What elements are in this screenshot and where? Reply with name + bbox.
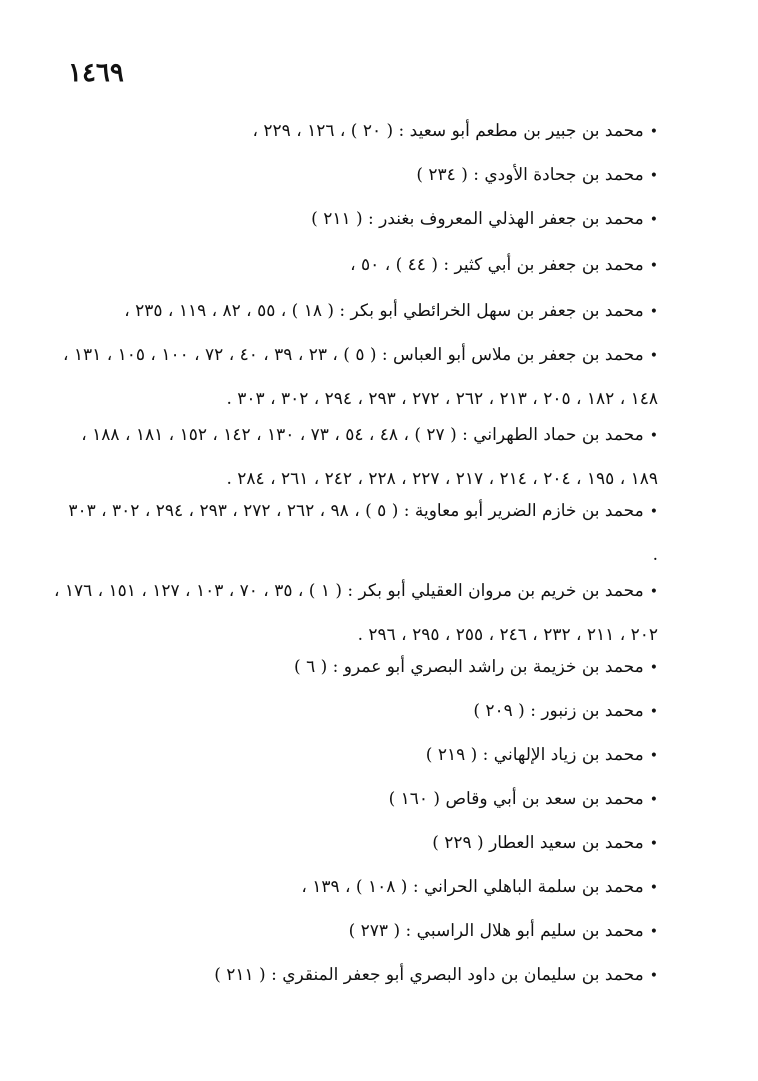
entry-line — [301, 866, 658, 910]
bullet-icon: • — [649, 168, 658, 184]
entry-text: محمد بن جعفر بن ملاس أبو العباس : ( ٥ ) ، ٢٣ ، ٣٩ ، ٤٠ ، ٧٢ ، ١٠٠ ، ١٠٥ ، ١٣١ ، — [63, 345, 644, 365]
entry-text: محمد بن جعفر بن أبي كثير : ( ٤٤ ) ، ٥٠ ، — [350, 255, 644, 275]
bullet-icon: • — [649, 428, 658, 444]
entry-line — [253, 110, 659, 154]
entry-line-continued: ١٤٨ ، ١٨٢ ، ٢٠٥ ، ٢١٣ ، ٢٦٢ ، ٢٧٢ ، ٢٩٣ ، ٢٩٤ ، ٣٠٢ ، ٣٠٣ . — [226, 389, 658, 409]
bullet-icon: • — [649, 584, 658, 600]
index-entry — [416, 154, 658, 198]
entry-text: محمد بن سعيد العطار ( ٢٢٩ ) — [432, 833, 644, 853]
bullet-icon: • — [649, 924, 658, 940]
entry-line — [432, 822, 658, 866]
entry-text: محمد بن سعد بن أبي وقاص ( ١٦٠ ) — [388, 789, 644, 809]
index-entry — [214, 954, 658, 998]
bullet-icon: • — [649, 968, 658, 984]
entry-line — [68, 490, 658, 534]
entry-text: محمد بن خزيمة بن راشد البصري أبو عمرو : ( ٦ ) — [294, 657, 644, 677]
bullet-icon: • — [649, 348, 658, 364]
entry-line — [416, 154, 658, 198]
entry-line — [63, 334, 658, 378]
index-entry — [82, 414, 658, 501]
bullet-icon: • — [649, 660, 658, 676]
bullet-icon: • — [649, 836, 658, 852]
bullet-icon: • — [649, 258, 658, 274]
entry-text: محمد بن خازم الضرير أبو معاوية : ( ٥ ) ، ٩٨ ، ٢٦٢ ، ٢٧٢ ، ٢٩٣ ، ٢٩٤ ، ٣٠٢ ، ٣٠٣ — [68, 501, 644, 521]
bullet-icon: • — [649, 792, 658, 808]
entry-line — [473, 690, 658, 734]
entry-text: محمد بن جعفر الهذلي المعروف بغندر : ( ٢١١ ) — [311, 209, 644, 229]
entry-text: محمد بن سليم أبو هلال الراسبي : ( ٢٧٣ ) — [348, 921, 644, 941]
entry-line-continued: ١٨٩ ، ١٩٥ ، ٢٠٤ ، ٢١٤ ، ٢١٧ ، ٢٢٧ ، ٢٢٨ ، ٢٤٢ ، ٢٦١ ، ٢٨٤ . — [226, 469, 658, 489]
entry-text: محمد بن جعفر بن سهل الخرائطي أبو بكر : ( ١٨ ) ، ٥٥ ، ٨٢ ، ١١٩ ، ٢٣٥ ، — [124, 301, 644, 321]
bullet-icon: • — [649, 748, 658, 764]
entry-line — [53, 570, 658, 614]
index-entry — [68, 490, 658, 577]
index-entry — [432, 822, 658, 866]
entry-line — [311, 198, 658, 242]
bullet-icon: • — [649, 304, 658, 320]
index-entry — [53, 570, 658, 657]
bullet-icon: • — [649, 704, 658, 720]
entry-line — [389, 778, 658, 822]
entry-line-continued: . — [652, 545, 658, 565]
index-entry — [253, 110, 659, 154]
entry-line — [426, 734, 658, 778]
entry-line — [82, 414, 658, 458]
index-entry — [349, 910, 658, 954]
entry-text: محمد بن جبير بن مطعم أبو سعيد : ( ٢٠ ) ، ١٢٦ ، ٢٢٩ ، — [252, 121, 644, 141]
index-entry — [389, 778, 658, 822]
entry-text: محمد بن جحادة الأودي : ( ٢٣٤ ) — [416, 165, 644, 185]
index-entry — [124, 290, 658, 334]
index-entry — [350, 244, 658, 288]
index-entry — [311, 198, 658, 242]
entry-line-continued: ٢٠٢ ، ٢١١ ، ٢٣٢ ، ٢٤٦ ، ٢٥٥ ، ٢٩٥ ، ٢٩٦ . — [357, 625, 658, 645]
index-entry — [294, 646, 658, 690]
entry-line — [349, 910, 658, 954]
entry-text: محمد بن حماد الطهراني : ( ٢٧ ) ، ٤٨ ، ٥٤ ، ٧٣ ، ١٣٠ ، ١٤٢ ، ١٥٢ ، ١٨١ ، ١٨٨ ، — [81, 425, 644, 445]
entry-text: محمد بن خريم بن مروان العقيلي أبو بكر : ( ١ ) ، ٣٥ ، ٧٠ ، ١٠٣ ، ١٢٧ ، ١٥١ ، ١٧٦ ، — [53, 581, 644, 601]
entry-line — [350, 244, 658, 288]
entry-text: محمد بن سلمة الباهلي الحراني : ( ١٠٨ ) ، ١٣٩ ، — [301, 877, 644, 897]
entry-line — [294, 646, 658, 690]
page-number: ١٤٦٩ — [68, 58, 124, 88]
entry-line — [124, 290, 658, 334]
entry-text: محمد بن زياد الإلهاني : ( ٢١٩ ) — [425, 745, 644, 765]
entry-text: محمد بن سليمان بن داود البصري أبو جعفر المنقري : ( ٢١١ ) — [214, 965, 644, 985]
index-entry — [426, 734, 658, 778]
index-entry — [301, 866, 658, 910]
bullet-icon: • — [649, 124, 658, 140]
bullet-icon: • — [649, 880, 658, 896]
entry-line — [214, 954, 658, 998]
index-entry — [473, 690, 658, 734]
index-entry — [63, 334, 658, 421]
entry-text: محمد بن زنبور : ( ٢٠٩ ) — [473, 701, 644, 721]
bullet-icon: • — [649, 212, 658, 228]
bullet-icon: • — [649, 504, 658, 520]
